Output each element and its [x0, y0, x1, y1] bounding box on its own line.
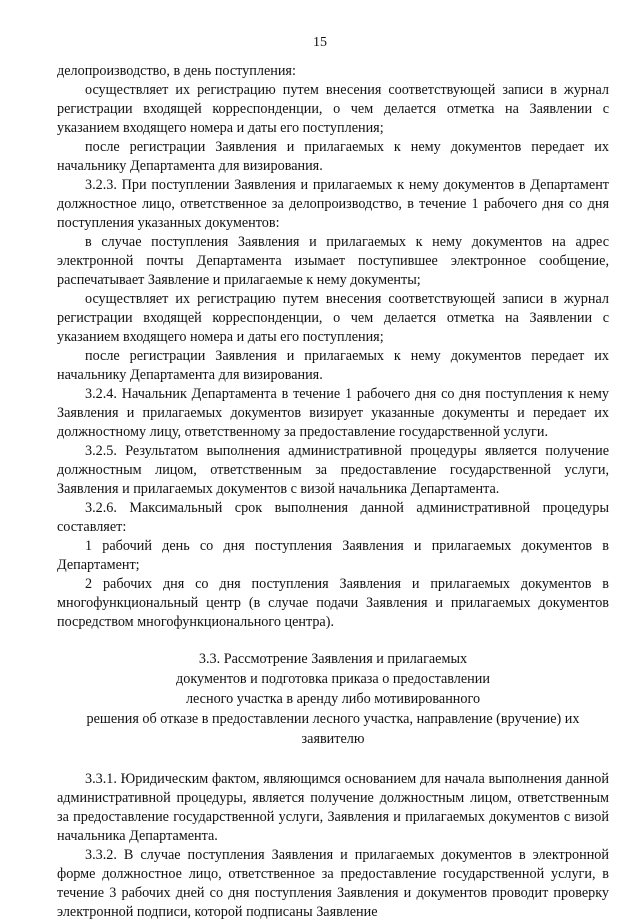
document-body	[57, 62, 609, 922]
paragraph: 3.2.6. Максимальный срок выполнения данной административной процедуры составляет:	[57, 500, 609, 535]
paragraph: 3.3.2. В случае поступления Заявления и прилагаемых документов в электронной форме должностное лицо, ответственное за предоставление государственной услуги, в течение 3 рабочих дней со дня поступления Заявления и документов проводит проверку электронной подписи, которой подписаны Заявление	[57, 847, 609, 920]
paragraph: в случае поступления Заявления и прилагаемых к нему документов на адрес электронной почты Департамента изымает поступившее электронное сообщение, распечатывает Заявление и прилагаемые к нему документы;	[57, 234, 609, 288]
paragraph: 3.2.4. Начальник Департамента в течение 1 рабочего дня со дня поступления к нему Заявления и прилагаемых документов визирует указанные документы и передает их должностному лицу, ответственному за предоставление государственной услуги.	[57, 386, 609, 440]
heading-line: 3.3. Рассмотрение Заявления и прилагаемых	[198, 651, 468, 667]
paragraph: осуществляет их регистрацию путем внесения соответствующей записи в журнал регистрации входящей корреспонденции, о чем делается отметка на Заявлении с указанием входящего номера и даты его поступления;	[57, 82, 609, 136]
section-heading-3-3	[57, 649, 609, 749]
paragraph: 3.2.5. Результатом выполнения административной процедуры является получение должностным лицом, ответственным за предоставление государственной услуги, Заявления и прилагаемых документов с визой начальника Департамента.	[57, 443, 609, 497]
paragraph: осуществляет их регистрацию путем внесения соответствующей записи в журнал регистрации входящей корреспонденции, о чем делается отметка на Заявлении с указанием входящего номера и даты его поступления;	[57, 291, 609, 345]
paragraph: 2 рабочих дня со дня поступления Заявления и прилагаемых документов в многофункциональный центр (в случае подачи Заявления и прилагаемых документов посредством многофункционального центра).	[57, 576, 609, 630]
page-number: 15	[313, 35, 327, 50]
heading-line: заявителю	[301, 731, 365, 747]
section-3-3-text	[57, 770, 609, 922]
heading-line: документов и подготовка приказа о предоставлении	[176, 671, 490, 687]
paragraph: после регистрации Заявления и прилагаемых к нему документов передает их начальнику Департамента для визирования.	[57, 348, 609, 383]
paragraph: 3.2.3. При поступлении Заявления и прилагаемых к нему документов в Департамент должностное лицо, ответственное за делопроизводство, в течение 1 рабочего дня со дня поступления указанных документов:	[57, 177, 609, 231]
paragraph: 3.3.1. Юридическим фактом, являющимся основанием для начала выполнения данной административной процедуры, является получение должностным лицом, ответственным за предоставление государственной услуги, Заявления и прилагаемых документов с визой начальника Департамента.	[57, 771, 609, 844]
heading-line: решения об отказе в предоставлении лесного участка, направление (вручение) их	[86, 711, 580, 727]
paragraph: после регистрации Заявления и прилагаемых к нему документов передает их начальнику Департамента для визирования.	[57, 139, 609, 174]
heading-line: лесного участка в аренду либо мотивированного	[185, 691, 481, 707]
section-3-2-text	[57, 62, 609, 632]
paragraph: 1 рабочий день со дня поступления Заявления и прилагаемых документов в Департамент;	[57, 538, 609, 573]
paragraph: делопроизводство, в день поступления:	[57, 63, 296, 79]
